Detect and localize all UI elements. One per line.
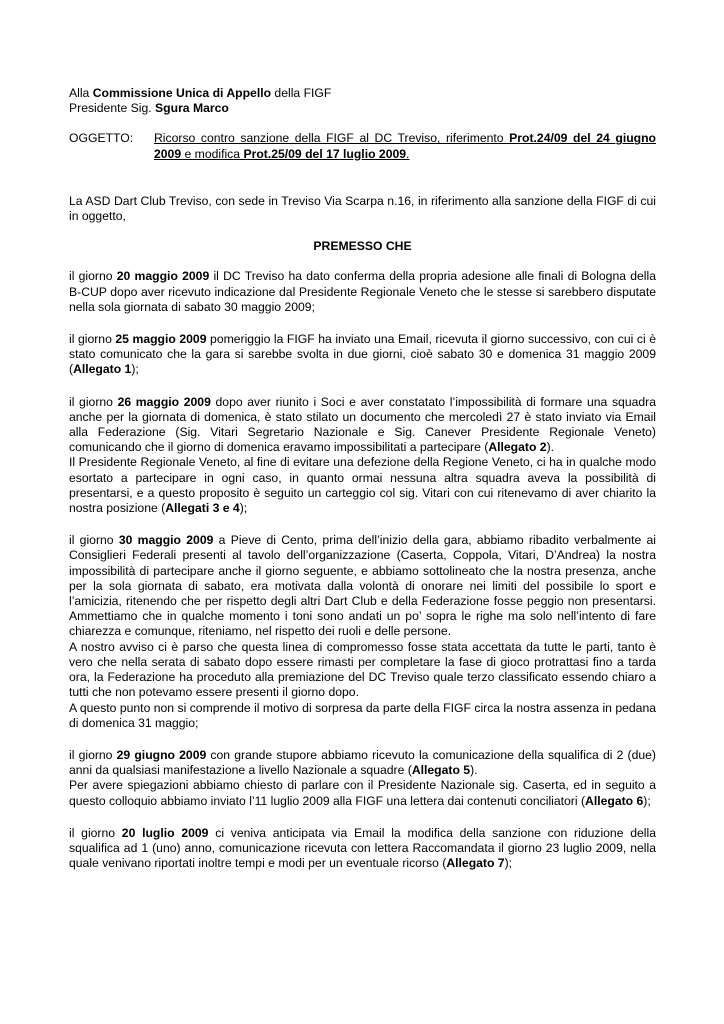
paragraph-26-maggio: il giorno 26 maggio 2009 dopo aver riunito i Soci e aver constatato l’impossibilità di formare una squadra anche per la giornata di domenica, è stato stilato un documento che mercoledì 27 è stato inviato via Email alla Federazione (Sig. Vitari Segretario Nazionale e Sig. Canever Presidente Regionale Veneto) comunicando che il giorno di domenica eravamo impossibilitati a partecipare (Allegato 2).	[69, 394, 656, 455]
recipient-block	[69, 86, 656, 116]
paragraph-presidente-regionale: Il Presidente Regionale Veneto, al fine di evitare una defezione della Regione Veneto, ci ha in qualche modo esortato a partecipare in ogni caso, in quanto ormai nessuna altra squadra aveva la possibilità di presentarsi, e a questo proposito è seguito un carteggio col sig. Vitari con cui ritenevamo di aver chiarito la nostra posizione (Allegati 3 e 4);	[69, 455, 656, 516]
paragraph-spiegazioni: Per avere spiegazioni abbiamo chiesto di parlare con il Presidente Nazionale sig. Caserta, ed in seguito a questo colloquio abbiamo inviato l’11 luglio 2009 alla FIGF una lettera dai contenuti conciliatori (Allegato 6);	[69, 778, 656, 808]
paragraph-20-luglio: il giorno 20 luglio 2009 ci veniva anticipata via Email la modifica della sanzione con riduzione della squalifica ad 1 (uno) anno, comunicazione ricevuta con lettera Raccomandata il giorno 23 luglio 2009, nella quale venivano riportati inoltre tempi e modi per un eventuale ricorso (Allegato 7);	[69, 825, 656, 871]
paragraph-30-maggio: il giorno 30 maggio 2009 a Pieve di Cento, prima dell’inizio della gara, abbiamo ribadito verbalmente ai Consiglieri Federali presenti al tavolo dell’organizzazione (Caserta, Coppola, Vitari, D’Andrea) la nostra impossibilità di partecipare anche il giorno seguente, e abbiamo sottolineato che la nostra presenza, anche per la sola giornata di sabato, era motivata dalla volontà di onorare nei limiti del possibile lo sport e l’amicizia, ritenendo che per rispetto degli altri Dart Club e della Federazione fosse peggio non presentarsi. Ammettiamo che in qualche momento i toni sono andati un po’ sopra le righe ma solo nell’intento di fare chiarezza e comunque, riteniamo, nel rispetto dei ruoli e delle persone.	[69, 533, 656, 639]
section-heading: PREMESSO CHE	[313, 239, 412, 254]
paragraph-assenza: A questo punto non si comprende il motivo di sorpresa da parte della FIGF circa la nostra assenza in pedana di domenica 31 maggio;	[69, 700, 656, 730]
president-line: Presidente Sig. Sgura Marco	[69, 101, 229, 116]
paragraph-20-maggio: il giorno 20 maggio 2009 il DC Treviso ha dato conferma della propria adesione alle finali di Bologna della B-CUP dopo aver ricevuto indicazione dal Presidente Regionale Veneto che le stesse si sarebbero disputate nella sola giornata di sabato 30 maggio 2009;	[69, 269, 656, 314]
paragraph-25-maggio: il giorno 25 maggio 2009 pomeriggio la FIGF ha inviato una Email, ricevuta il giorno successivo, con cui ci è stato comunicato che la gara si sarebbe svolta in due giorni, cioè sabato 30 e domenica 31 maggio 2009 (Allegato 1);	[69, 332, 656, 377]
subject-text: Ricorso contro sanzione della FIGF al DC Treviso, riferimento Prot.24/09 del 24 giugno 2009 e modifica Prot.25/09 del 17 luglio 2009.	[154, 131, 656, 161]
paragraph-29-giugno: il giorno 29 giugno 2009 con grande stupore abbiamo ricevuto la comunicazione della squalifica di 2 (due) anni da qualsiasi manifestazione a livello Nazionale a squadre (Allegato 5).	[69, 747, 656, 778]
recipient-line: Alla Commissione Unica di Appello della FIGF	[69, 86, 332, 100]
paragraph-compromesso: A nostro avviso ci è parso che questa linea di compromesso fosse stata accettata da tutte le parti, tanto è vero che nella serata di sabato dopo essere rimasti per completare la fase di gioco protrattasi fino a tarda ora, la Federazione ha proceduto alla premiazione del DC Treviso quale terzo classificato essendo chiaro a tutti che non potevamo essere presenti il giorno dopo.	[69, 639, 656, 700]
subject-label: OGGETTO:	[69, 131, 134, 146]
president-name: Sgura Marco	[155, 101, 229, 116]
commission-name: Commissione Unica di Appello	[92, 86, 272, 100]
subject-block	[69, 131, 656, 161]
intro-paragraph: La ASD Dart Club Treviso, con sede in Treviso Via Scarpa n.16, in riferimento alla sanzione della FIGF di cui in oggetto,	[69, 193, 656, 224]
